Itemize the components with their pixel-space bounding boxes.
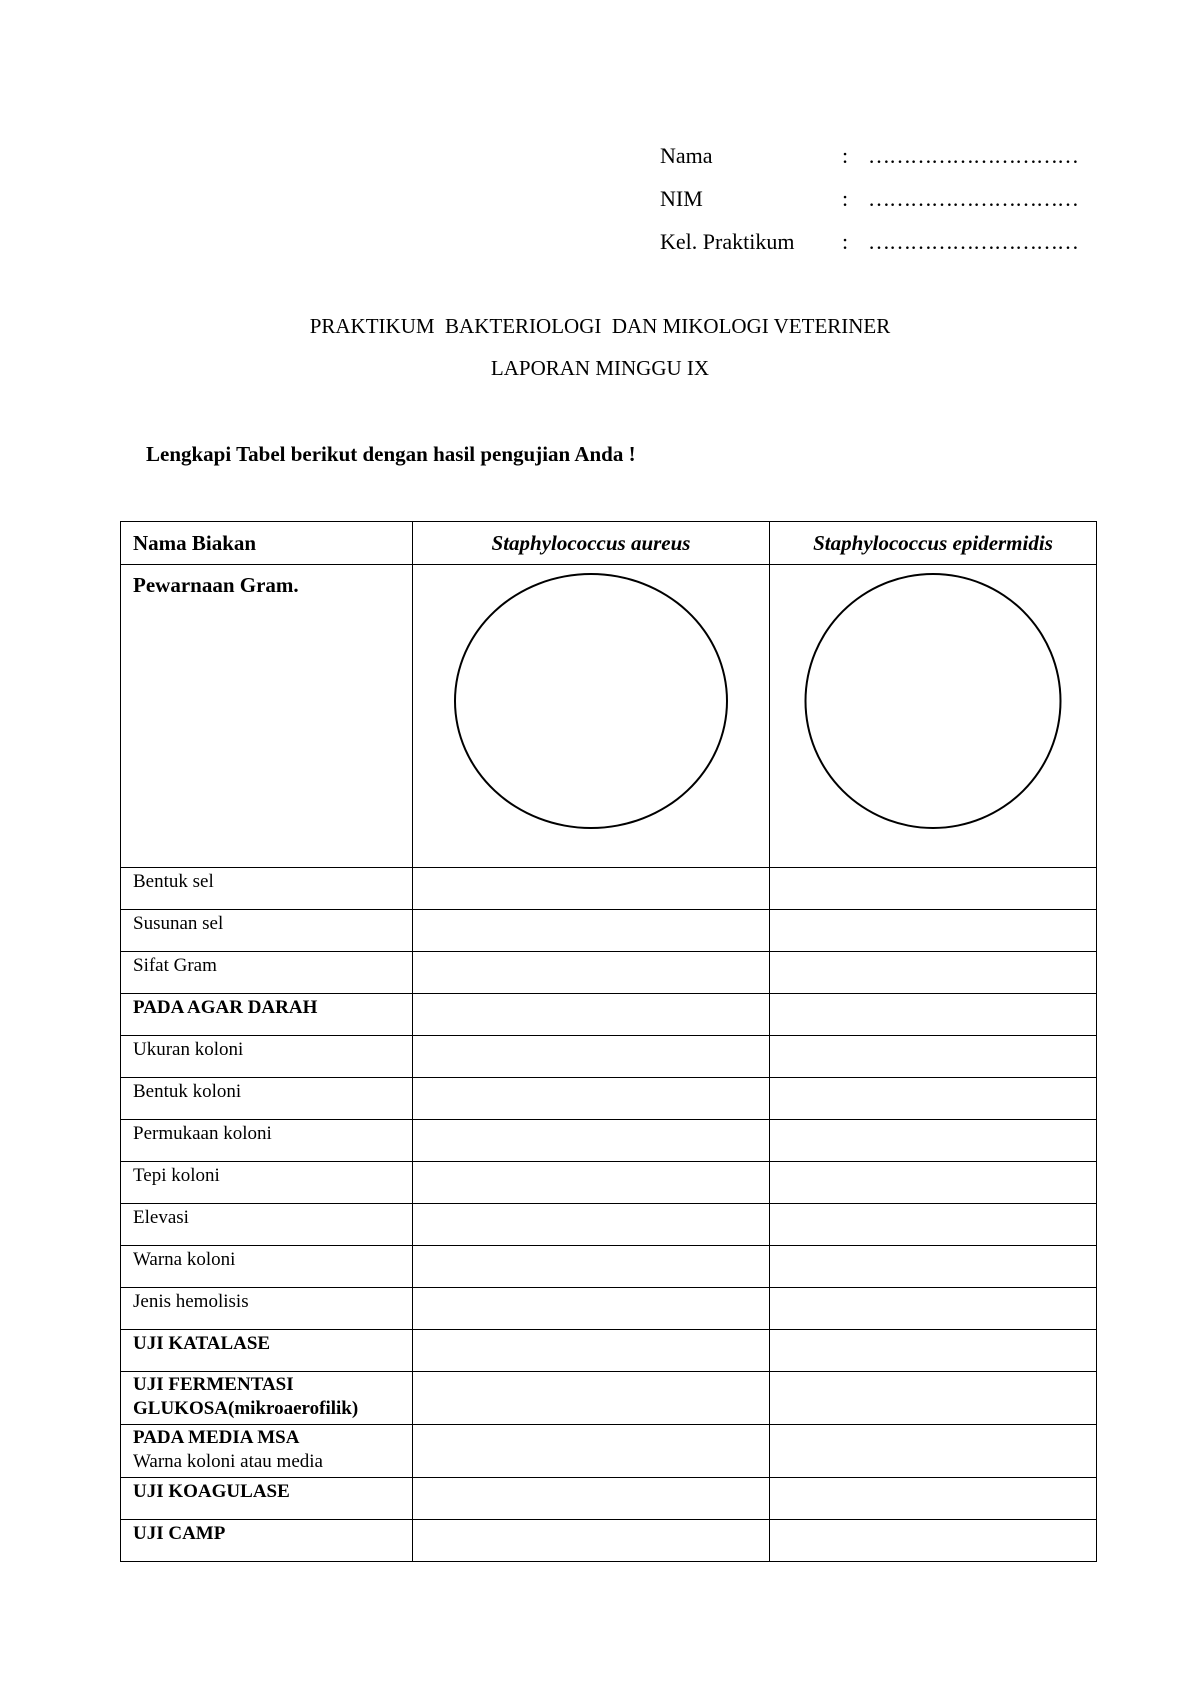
table-row bbox=[121, 1478, 1097, 1520]
identity-block bbox=[660, 142, 1130, 271]
header-species-aureus: Staphylococcus aureus bbox=[413, 522, 770, 565]
document-title: PRAKTIKUM BAKTERIOLOGI DAN MIKOLOGI VETERINER bbox=[309, 314, 891, 338]
row-label-text: Tepi koloni bbox=[133, 1165, 220, 1186]
answer-cell-aureus[interactable] bbox=[413, 1204, 770, 1246]
answer-cell-epidermidis[interactable] bbox=[770, 994, 1097, 1036]
answer-cell-aureus[interactable] bbox=[413, 1330, 770, 1372]
identity-fill-field[interactable]: ………………………… bbox=[868, 229, 1078, 254]
answer-cell-epidermidis[interactable] bbox=[770, 1330, 1097, 1372]
row-label-text: Sifat Gram bbox=[133, 955, 217, 976]
identity-row-kelompok bbox=[660, 228, 1130, 271]
header-species-epidermidis: Staphylococcus epidermidis bbox=[770, 522, 1097, 565]
table-row bbox=[121, 994, 1097, 1036]
identity-row-nama bbox=[660, 142, 1130, 185]
identity-label: NIM bbox=[660, 186, 703, 211]
gram-stain-row bbox=[121, 565, 1097, 868]
answer-cell-epidermidis[interactable] bbox=[770, 1204, 1097, 1246]
answer-cell-aureus[interactable] bbox=[413, 1036, 770, 1078]
table-row bbox=[121, 1036, 1097, 1078]
table-row bbox=[121, 868, 1097, 910]
table-row bbox=[121, 1425, 1097, 1478]
answer-cell-aureus[interactable] bbox=[413, 1162, 770, 1204]
row-sublabel-text: Warna koloni atau media bbox=[133, 1451, 323, 1472]
identity-label: Nama bbox=[660, 143, 713, 168]
answer-cell-aureus[interactable] bbox=[413, 994, 770, 1036]
table-row bbox=[121, 1330, 1097, 1372]
row-label bbox=[121, 1078, 413, 1120]
answer-cell-epidermidis[interactable] bbox=[770, 1372, 1097, 1425]
row-label-text: PADA AGAR DARAH bbox=[133, 997, 318, 1018]
table-row bbox=[121, 1078, 1097, 1120]
row-label-text: UJI FERMENTASI GLUKOSA(mikroaerofilik) bbox=[133, 1374, 359, 1419]
table-row bbox=[121, 1288, 1097, 1330]
row-label-text: Bentuk sel bbox=[133, 871, 214, 892]
document-subtitle: LAPORAN MINGGU IX bbox=[490, 356, 710, 380]
gram-drawing-cell-epidermidis[interactable] bbox=[770, 565, 1097, 868]
row-label bbox=[121, 1425, 413, 1478]
answer-cell-aureus[interactable] bbox=[413, 1288, 770, 1330]
row-label bbox=[121, 1372, 413, 1425]
answer-cell-epidermidis[interactable] bbox=[770, 1478, 1097, 1520]
table-row bbox=[121, 1120, 1097, 1162]
row-label bbox=[121, 1036, 413, 1078]
row-label-text: Ukuran koloni bbox=[133, 1039, 244, 1060]
gram-drawing-cell-aureus[interactable] bbox=[413, 565, 770, 868]
table-header-row bbox=[121, 522, 1097, 565]
answer-cell-aureus[interactable] bbox=[413, 1372, 770, 1425]
row-label bbox=[121, 952, 413, 994]
answer-cell-epidermidis[interactable] bbox=[770, 910, 1097, 952]
answer-cell-epidermidis[interactable] bbox=[770, 1078, 1097, 1120]
microscope-field-circle bbox=[805, 573, 1062, 829]
row-label bbox=[121, 1330, 413, 1372]
identity-colon: : bbox=[842, 229, 849, 254]
answer-cell-aureus[interactable] bbox=[413, 1120, 770, 1162]
identity-colon: : bbox=[842, 143, 849, 168]
row-label bbox=[121, 868, 413, 910]
row-label bbox=[121, 994, 413, 1036]
answer-cell-aureus[interactable] bbox=[413, 1520, 770, 1562]
table-row bbox=[121, 1520, 1097, 1562]
row-label bbox=[121, 1288, 413, 1330]
identity-fill-field[interactable]: ………………………… bbox=[868, 186, 1078, 211]
table-row bbox=[121, 952, 1097, 994]
answer-cell-epidermidis[interactable] bbox=[770, 1120, 1097, 1162]
row-label bbox=[121, 1204, 413, 1246]
row-label bbox=[121, 910, 413, 952]
answer-cell-epidermidis[interactable] bbox=[770, 1162, 1097, 1204]
header-label: Nama Biakan bbox=[121, 522, 413, 565]
row-label-text: Permukaan koloni bbox=[133, 1123, 272, 1144]
row-label-text: Jenis hemolisis bbox=[133, 1291, 249, 1312]
row-label bbox=[121, 1478, 413, 1520]
answer-cell-aureus[interactable] bbox=[413, 910, 770, 952]
table-body bbox=[121, 868, 1097, 1562]
gram-stain-label: Pewarnaan Gram. bbox=[121, 565, 413, 868]
table-row bbox=[121, 1246, 1097, 1288]
row-label-text: UJI CAMP bbox=[133, 1523, 226, 1544]
answer-cell-epidermidis[interactable] bbox=[770, 1520, 1097, 1562]
identity-row-nim bbox=[660, 185, 1130, 228]
answer-cell-epidermidis[interactable] bbox=[770, 1246, 1097, 1288]
row-label-text: Elevasi bbox=[133, 1207, 189, 1228]
table-row bbox=[121, 1372, 1097, 1425]
row-label-text: UJI KOAGULASE bbox=[133, 1481, 290, 1502]
row-label bbox=[121, 1120, 413, 1162]
instruction-text: Lengkapi Tabel berikut dengan hasil pengujian Anda ! bbox=[146, 442, 636, 466]
answer-cell-epidermidis[interactable] bbox=[770, 952, 1097, 994]
row-label-text: PADA MEDIA MSA bbox=[133, 1427, 300, 1448]
table-row bbox=[121, 1204, 1097, 1246]
answer-cell-aureus[interactable] bbox=[413, 1425, 770, 1478]
identity-label: Kel. Praktikum bbox=[660, 229, 795, 254]
answer-cell-aureus[interactable] bbox=[413, 1078, 770, 1120]
answer-cell-epidermidis[interactable] bbox=[770, 1288, 1097, 1330]
answer-cell-epidermidis[interactable] bbox=[770, 1425, 1097, 1478]
answer-cell-aureus[interactable] bbox=[413, 1478, 770, 1520]
table-row bbox=[121, 1162, 1097, 1204]
row-label-text: Warna koloni bbox=[133, 1249, 236, 1270]
row-label-text: Bentuk koloni bbox=[133, 1081, 242, 1102]
answer-cell-epidermidis[interactable] bbox=[770, 868, 1097, 910]
row-label-text: UJI KATALASE bbox=[133, 1333, 271, 1354]
microscope-field-circle bbox=[454, 573, 728, 829]
identity-colon: : bbox=[842, 186, 849, 211]
results-table bbox=[120, 521, 1097, 1562]
row-label bbox=[121, 1246, 413, 1288]
identity-fill-field[interactable]: ………………………… bbox=[868, 143, 1078, 168]
table-row bbox=[121, 910, 1097, 952]
answer-cell-aureus[interactable] bbox=[413, 1246, 770, 1288]
row-label bbox=[121, 1162, 413, 1204]
row-label bbox=[121, 1520, 413, 1562]
row-label-text: Susunan sel bbox=[133, 913, 224, 934]
answer-cell-aureus[interactable] bbox=[413, 868, 770, 910]
answer-cell-aureus[interactable] bbox=[413, 952, 770, 994]
answer-cell-epidermidis[interactable] bbox=[770, 1036, 1097, 1078]
